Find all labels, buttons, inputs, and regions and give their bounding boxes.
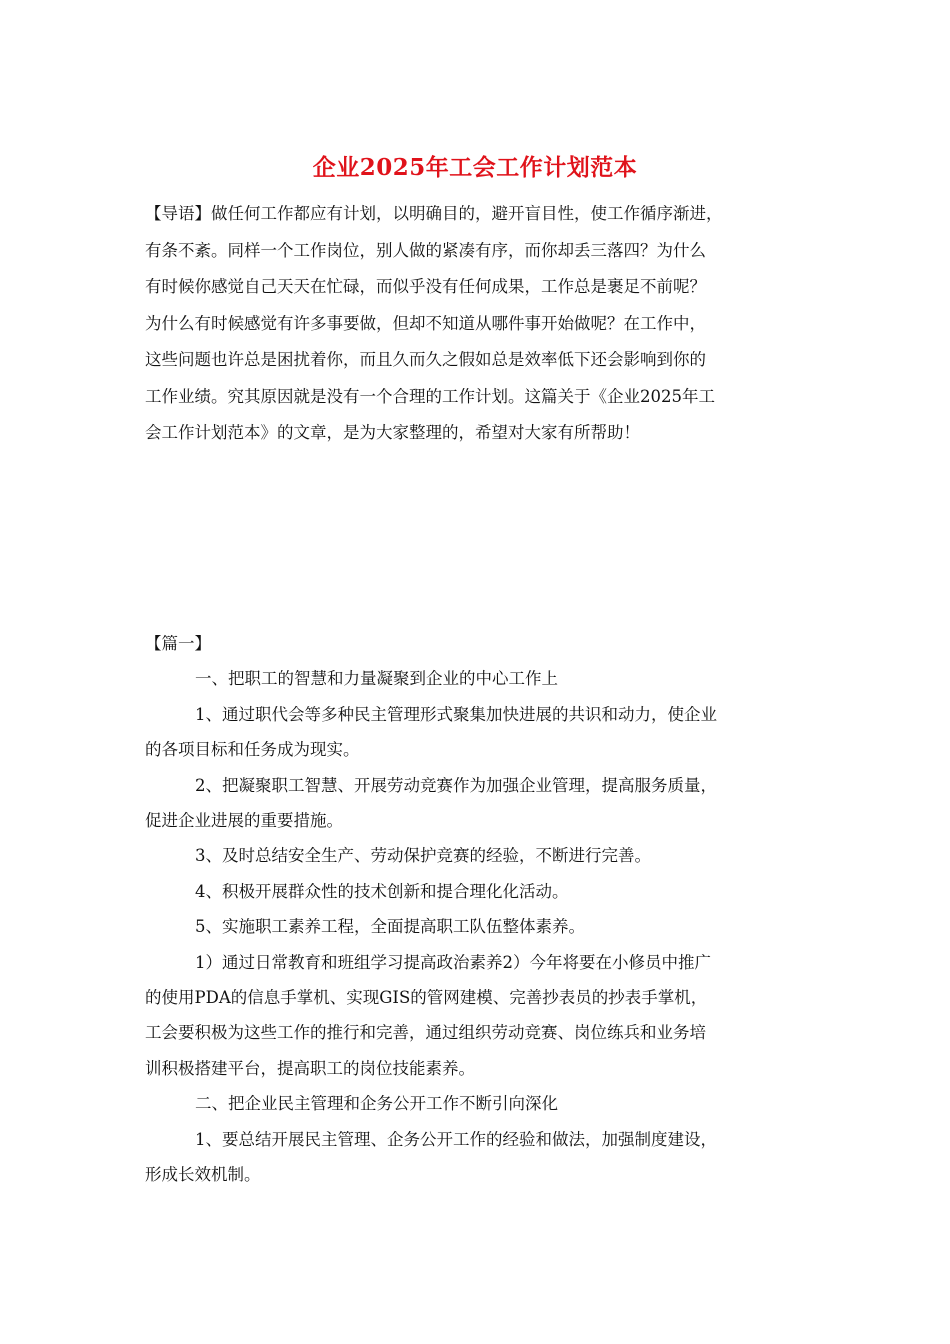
intro-paragraph (145, 196, 810, 452)
body-line: 5、实施职工素养工程，全面提高职工队伍整体素养。 (195, 917, 585, 937)
section-heading: 【篇一】 (145, 634, 211, 653)
intro-line: 【导语】做任何工作都应有计划，以明确目的，避开盲目性，使工作循序渐进， (145, 204, 723, 223)
body-line: 二、把企业民主管理和企务公开工作不断引向深化 (195, 1094, 558, 1114)
body-line: 2、把凝聚职工智慧、开展劳动竞赛作为加强企业管理，提高服务质量， (195, 775, 717, 795)
intro-line: 会工作计划范本》的文章，是为大家整理的，希望对大家有所帮助！ (145, 423, 640, 442)
body-line: 训积极搭建平台，提高职工的岗位技能素养。 (145, 1058, 475, 1078)
body-line: 工会要积极为这些工作的推行和完善，通过组织劳动竞赛、岗位练兵和业务培 (145, 1023, 706, 1043)
body-text (145, 626, 810, 1193)
body-line: 的使用PDA的信息手掌机、实现GIS的管网建模、完善抄表员的抄表手掌机， (145, 988, 708, 1008)
intro-line: 有时候你感觉自己天天在忙碌，而似乎没有任何成果，工作总是裹足不前呢？ (145, 277, 706, 296)
body-line: 一、把职工的智慧和力量凝聚到企业的中心工作上 (195, 669, 558, 689)
document-title: 企业2025年工会工作计划范本 (312, 154, 638, 181)
body-line: 1）通过日常教育和班组学习提高政治素养2）今年将要在小修员中推广 (195, 952, 711, 972)
body-line: 1、通过职代会等多种民主管理形式聚集加快进展的共识和动力，使企业 (195, 704, 717, 724)
intro-line: 这些问题也许总是困扰着你，而且久而久之假如总是效率低下还会影响到你的 (145, 350, 706, 369)
body-line: 促进企业进展的重要措施。 (145, 811, 343, 831)
body-line: 3、及时总结安全生产、劳动保护竞赛的经验，不断进行完善。 (195, 846, 651, 866)
intro-line: 工作业绩。究其原因就是没有一个合理的工作计划。这篇关于《企业2025年工 (145, 386, 715, 406)
intro-line: 为什么有时候感觉有许多事要做，但却不知道从哪件事开始做呢？在工作中， (145, 313, 706, 333)
body-line: 的各项目标和任务成为现实。 (145, 740, 360, 760)
body-line: 4、积极开展群众性的技术创新和提合理化化活动。 (195, 881, 569, 901)
body-line: 1、要总结开展民主管理、企务公开工作的经验和做法，加强制度建设， (195, 1129, 717, 1149)
body-line: 形成长效机制。 (145, 1165, 261, 1185)
intro-line: 有条不紊。同样一个工作岗位，别人做的紧凑有序，而你却丢三落四？为什么 (145, 240, 706, 260)
